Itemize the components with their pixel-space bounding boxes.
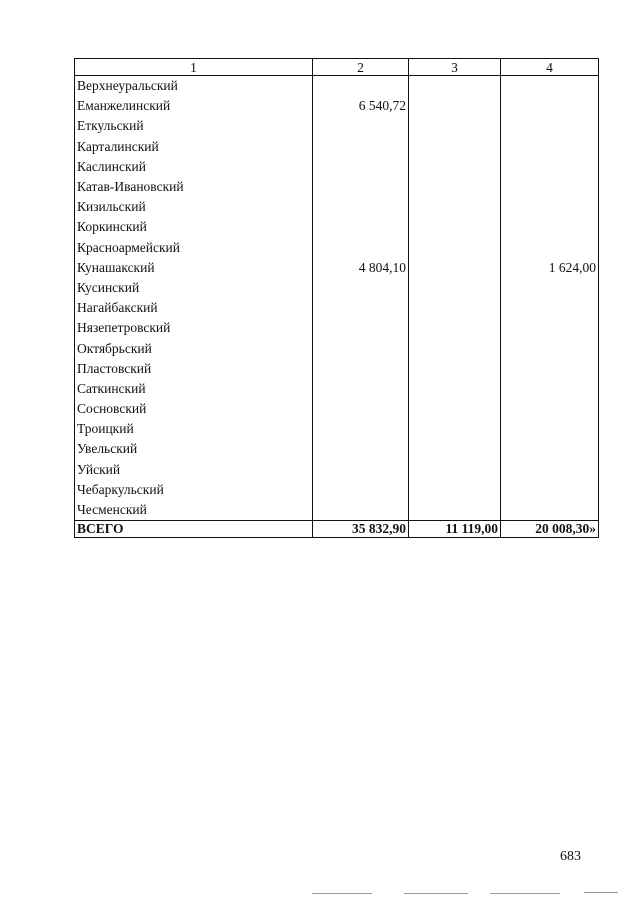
cell-value-3 <box>409 278 501 298</box>
cell-value-3 <box>409 157 501 177</box>
cell-value-3 <box>409 439 501 459</box>
cell-value-2 <box>313 217 409 237</box>
table-row <box>75 217 599 237</box>
cell-value-4 <box>501 480 599 500</box>
cell-value-2 <box>313 278 409 298</box>
cell-value-3 <box>409 500 501 521</box>
table-row <box>75 116 599 136</box>
scan-artifact <box>404 893 468 894</box>
cell-value-3 <box>409 298 501 318</box>
cell-value-4 <box>501 379 599 399</box>
table-row <box>75 137 599 157</box>
table-row <box>75 480 599 500</box>
cell-value-4 <box>501 96 599 116</box>
scan-artifact <box>312 893 372 894</box>
cell-value-2 <box>313 338 409 358</box>
table-body <box>75 76 599 521</box>
table-row <box>75 157 599 177</box>
table-row <box>75 460 599 480</box>
district-name: Чебаркульский <box>75 480 313 500</box>
cell-value-2 <box>313 480 409 500</box>
cell-value-2 <box>313 379 409 399</box>
cell-value-2 <box>313 318 409 338</box>
total-row <box>75 521 599 538</box>
cell-value-3 <box>409 197 501 217</box>
table-header-row <box>75 59 599 76</box>
table-row <box>75 238 599 258</box>
column-header-1: 1 <box>75 59 313 76</box>
cell-value-2 <box>313 116 409 136</box>
cell-value-2 <box>313 439 409 459</box>
cell-value-3 <box>409 258 501 278</box>
cell-value-3 <box>409 379 501 399</box>
district-name: Каслинский <box>75 157 313 177</box>
cell-value-3 <box>409 96 501 116</box>
column-header-4: 4 <box>501 59 599 76</box>
cell-value-2 <box>313 359 409 379</box>
table-row <box>75 318 599 338</box>
table-row <box>75 359 599 379</box>
cell-value-2 <box>313 419 409 439</box>
table-row <box>75 76 599 97</box>
cell-value-2 <box>313 177 409 197</box>
district-name: Верхнеуральский <box>75 76 313 97</box>
cell-value-3 <box>409 116 501 136</box>
page-number: 683 <box>560 849 581 864</box>
total-value-2: 35 832,90 <box>313 521 409 538</box>
cell-value-3 <box>409 217 501 237</box>
cell-value-2 <box>313 460 409 480</box>
cell-value-2: 6 540,72 <box>313 96 409 116</box>
cell-value-4 <box>501 419 599 439</box>
cell-value-3 <box>409 399 501 419</box>
cell-value-3 <box>409 480 501 500</box>
cell-value-4 <box>501 439 599 459</box>
cell-value-3 <box>409 419 501 439</box>
data-table <box>74 58 599 538</box>
cell-value-3 <box>409 338 501 358</box>
cell-value-2 <box>313 238 409 258</box>
cell-value-4 <box>501 157 599 177</box>
cell-value-4 <box>501 76 599 97</box>
district-name: Катав-Ивановский <box>75 177 313 197</box>
cell-value-4 <box>501 177 599 197</box>
district-name: Увельский <box>75 439 313 459</box>
cell-value-2 <box>313 76 409 97</box>
district-name: Карталинский <box>75 137 313 157</box>
table-row <box>75 298 599 318</box>
cell-value-3 <box>409 318 501 338</box>
district-name: Кизильский <box>75 197 313 217</box>
cell-value-2 <box>313 500 409 521</box>
total-value-4: 20 008,30» <box>501 521 599 538</box>
column-header-2: 2 <box>313 59 409 76</box>
cell-value-2 <box>313 197 409 217</box>
cell-value-4 <box>501 217 599 237</box>
cell-value-3 <box>409 460 501 480</box>
district-name: Кунашакский <box>75 258 313 278</box>
cell-value-3 <box>409 137 501 157</box>
cell-value-3 <box>409 359 501 379</box>
table-row <box>75 278 599 298</box>
district-name: Коркинский <box>75 217 313 237</box>
cell-value-4 <box>501 359 599 379</box>
cell-value-4 <box>501 238 599 258</box>
district-name: Еткульский <box>75 116 313 136</box>
district-name: Чесменский <box>75 500 313 521</box>
table-row <box>75 96 599 116</box>
district-name: Троицкий <box>75 419 313 439</box>
table-row <box>75 177 599 197</box>
table-row <box>75 258 599 278</box>
cell-value-2 <box>313 399 409 419</box>
district-name: Октябрьский <box>75 338 313 358</box>
district-name: Еманжелинский <box>75 96 313 116</box>
total-label: ВСЕГО <box>75 521 313 538</box>
cell-value-4 <box>501 116 599 136</box>
cell-value-2 <box>313 157 409 177</box>
cell-value-2 <box>313 298 409 318</box>
district-name: Нагайбакский <box>75 298 313 318</box>
table-row <box>75 500 599 521</box>
cell-value-4 <box>501 197 599 217</box>
cell-value-2 <box>313 137 409 157</box>
cell-value-4 <box>501 500 599 521</box>
cell-value-4 <box>501 399 599 419</box>
cell-value-4 <box>501 278 599 298</box>
cell-value-3 <box>409 238 501 258</box>
cell-value-4 <box>501 137 599 157</box>
table-row <box>75 419 599 439</box>
district-name: Пластовский <box>75 359 313 379</box>
table-row <box>75 338 599 358</box>
district-name: Саткинский <box>75 379 313 399</box>
cell-value-4 <box>501 460 599 480</box>
column-header-3: 3 <box>409 59 501 76</box>
cell-value-4 <box>501 298 599 318</box>
cell-value-4 <box>501 318 599 338</box>
district-name: Кусинский <box>75 278 313 298</box>
table-row <box>75 379 599 399</box>
table-row <box>75 439 599 459</box>
district-name: Красноармейский <box>75 238 313 258</box>
total-value-3: 11 119,00 <box>409 521 501 538</box>
scan-artifact <box>584 892 618 893</box>
district-name: Нязепетровский <box>75 318 313 338</box>
scan-artifact <box>490 893 560 894</box>
cell-value-4: 1 624,00 <box>501 258 599 278</box>
cell-value-2: 4 804,10 <box>313 258 409 278</box>
cell-value-3 <box>409 76 501 97</box>
cell-value-4 <box>501 338 599 358</box>
table-row <box>75 197 599 217</box>
district-name: Уйский <box>75 460 313 480</box>
district-name: Сосновский <box>75 399 313 419</box>
table-row <box>75 399 599 419</box>
cell-value-3 <box>409 177 501 197</box>
